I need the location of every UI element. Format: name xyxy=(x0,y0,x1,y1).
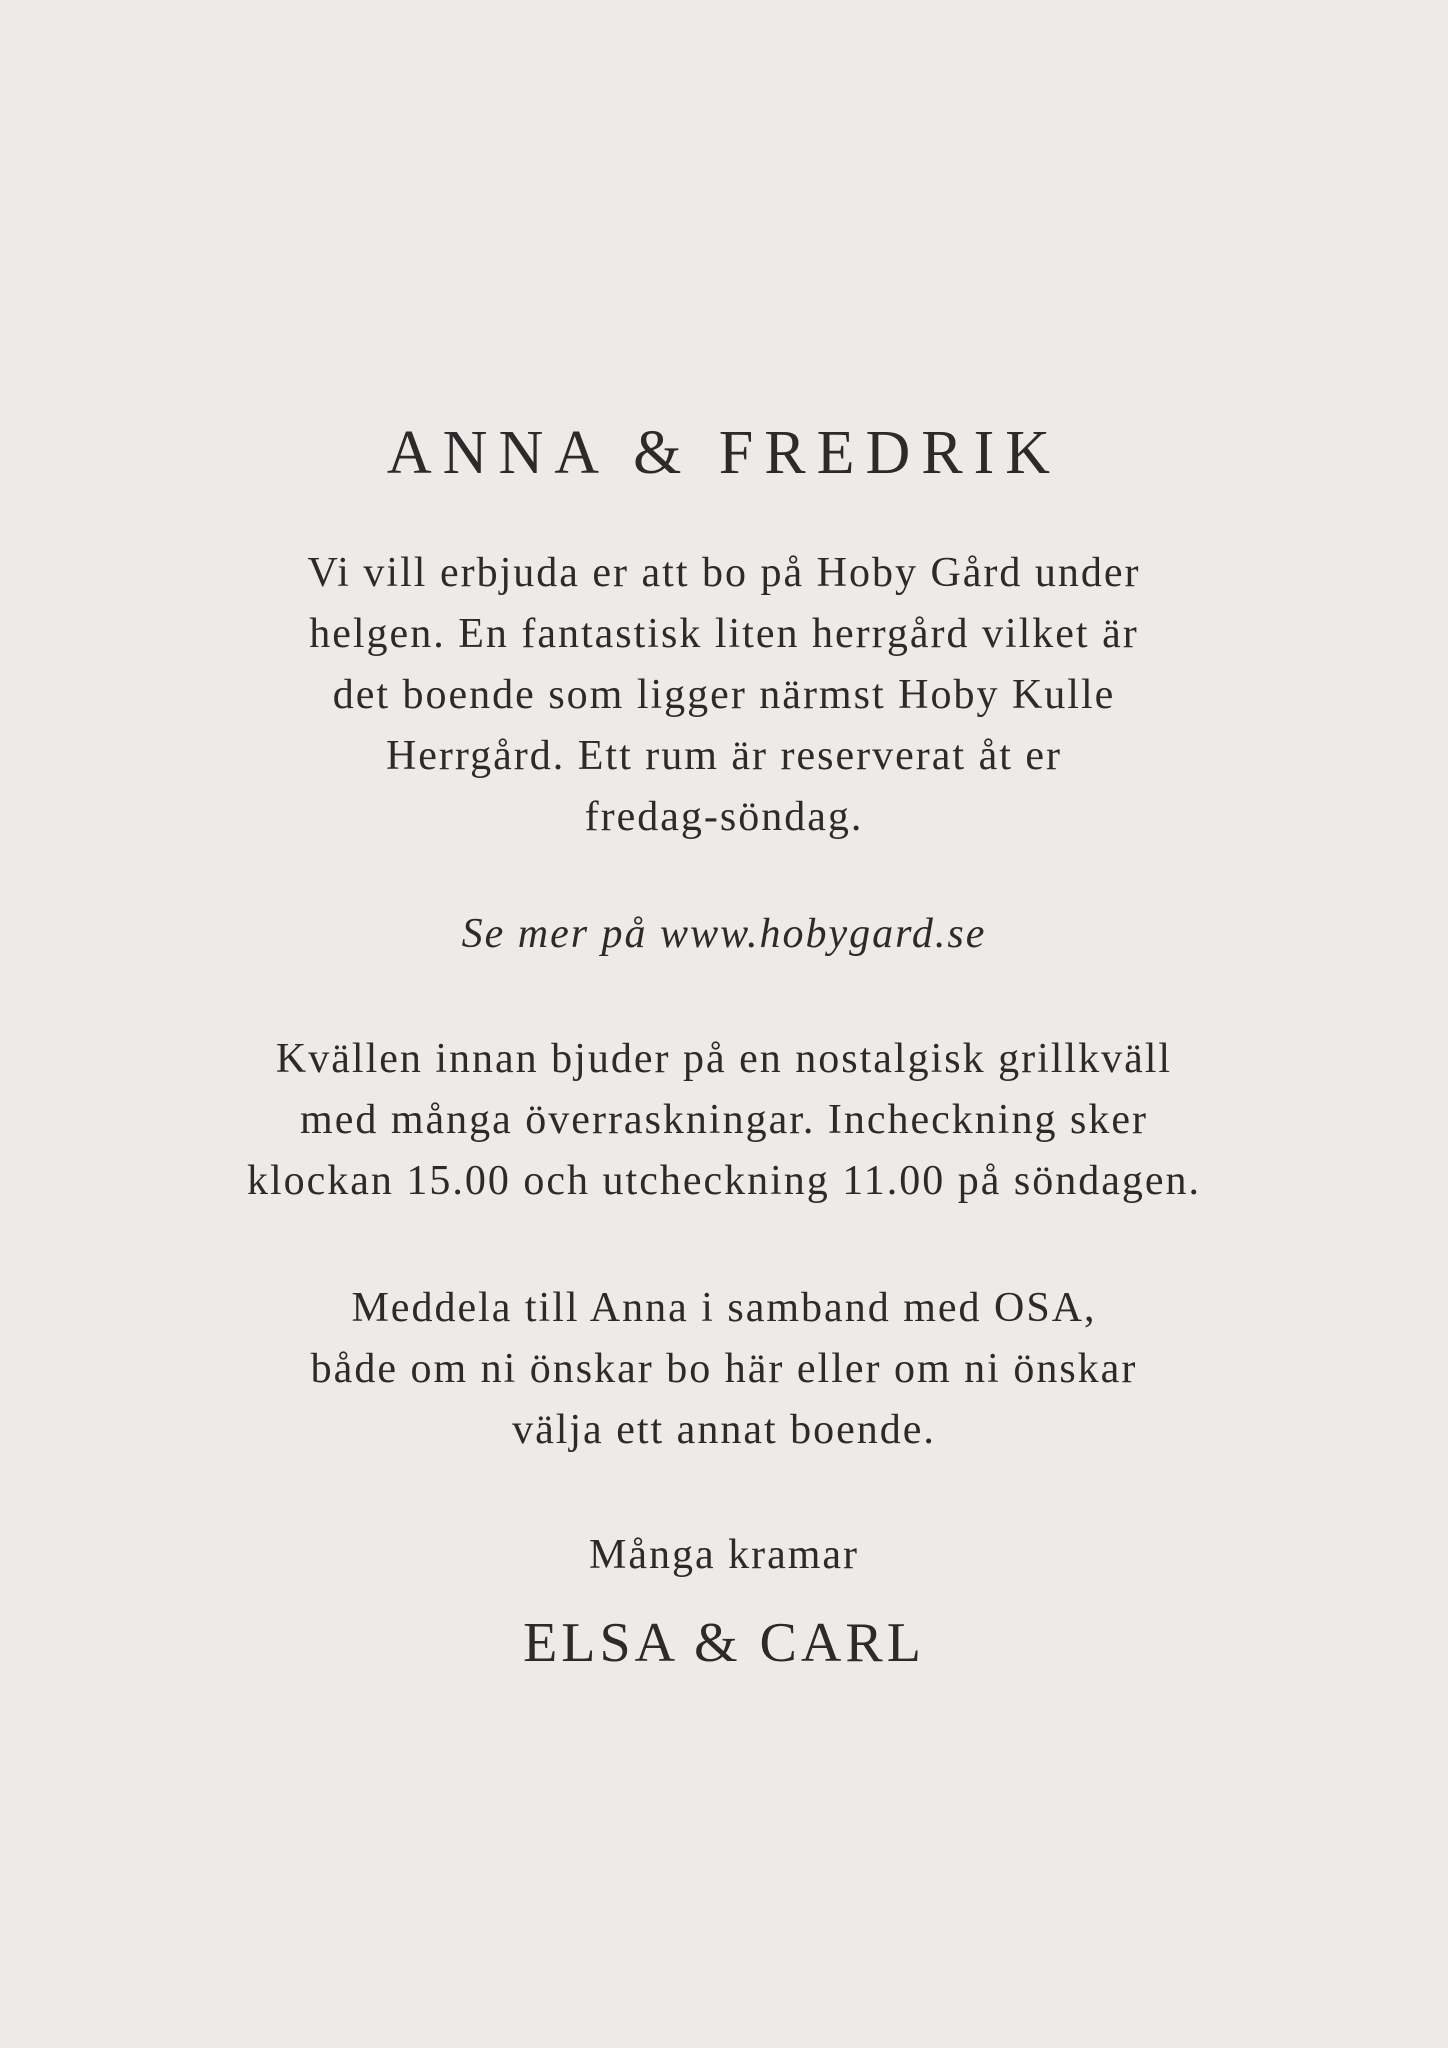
accommodation-paragraph xyxy=(0,543,1448,848)
card-content xyxy=(0,415,1448,1678)
signature-names: ELSA & CARL xyxy=(523,1612,925,1674)
evening-paragraph xyxy=(0,1029,1448,1212)
website-line: Se mer på www.hobygard.se xyxy=(461,911,987,957)
paragraph-line: klockan 15.00 och utcheckning 11.00 på söndagen. xyxy=(246,1158,1202,1204)
paragraph-line: Vi vill erbjuda er att bo på Hoby Gård under xyxy=(307,550,1141,596)
paragraph-line: det boende som ligger närmst Hoby Kulle xyxy=(332,672,1116,718)
rsvp-paragraph xyxy=(0,1278,1448,1461)
paragraph-line: helgen. En fantastisk liten herrgård vilket är xyxy=(309,611,1139,657)
paragraph-line: med många överraskningar. Incheckning sker xyxy=(300,1097,1148,1143)
paragraph-line: Kvällen innan bjuder på en nostalgisk grillkväll xyxy=(275,1036,1173,1082)
paragraph-line: välja ett annat boende. xyxy=(512,1407,936,1453)
paragraph-line: både om ni önskar bo här eller om ni önskar xyxy=(310,1346,1138,1392)
couple-names-title: ANNA & FREDRIK xyxy=(386,419,1062,487)
closing-greeting: Många kramar xyxy=(588,1532,860,1578)
paragraph-line: Meddela till Anna i samband med OSA, xyxy=(351,1285,1097,1331)
paragraph-line: Herrgård. Ett rum är reserverat åt er xyxy=(385,733,1063,779)
paragraph-line: fredag-söndag. xyxy=(584,794,864,840)
